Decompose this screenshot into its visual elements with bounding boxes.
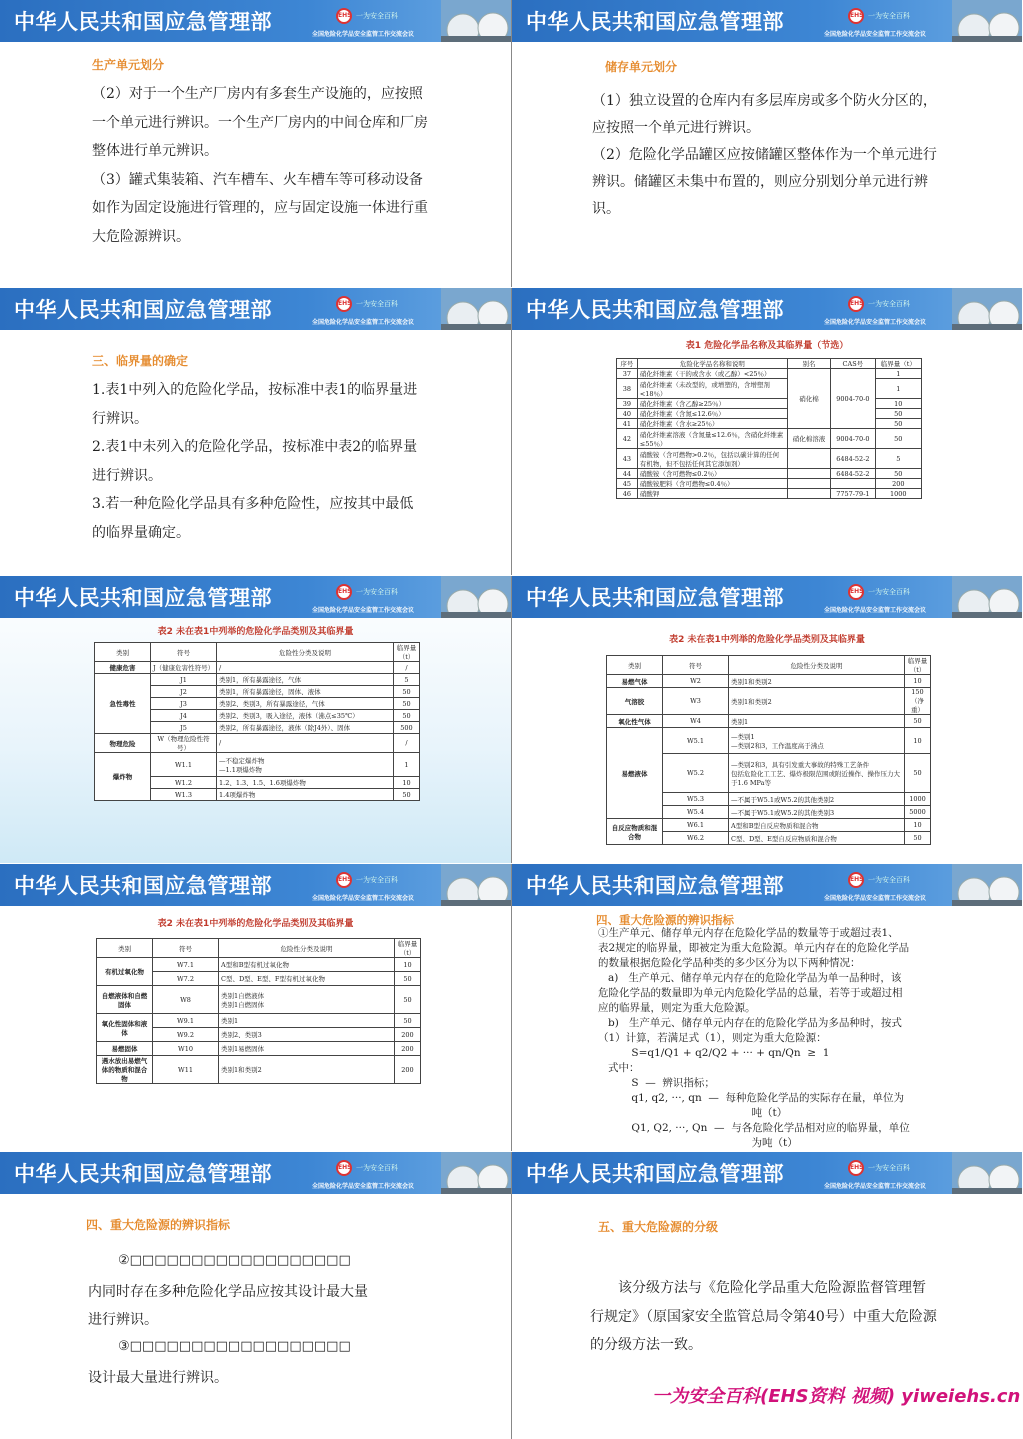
text-line: 表2规定的临界量，即被定为重大危险源。单元内存在的危险化学品: [598, 942, 910, 954]
cell-description: —类别2和3，具有引发重大事故的特殊工艺条件 包括危险化工工艺、爆炸极限范围或附近操作、操作压力大于1.6 MPa等: [729, 754, 905, 793]
cell-threshold: 50: [394, 710, 420, 722]
table-caption: 表2 未在表1中列举的危险化学品类别及其临界量: [669, 635, 865, 645]
cell-symbol: J（健康危害性符号）: [151, 662, 217, 674]
table-row: [97, 958, 421, 972]
header-title: 中华人民共和国应急管理部: [526, 586, 784, 610]
text-line: 危险化学品的数量即为单元内危险化学品的总量，若等于或超过相: [598, 987, 903, 999]
cell-symbol: W7.2: [153, 972, 219, 986]
cell-description: 类别1，所有暴露途径，固体、液体: [217, 686, 394, 698]
cell-cas: 6484-52-2: [831, 469, 875, 479]
storage-tanks-icon: [952, 864, 1022, 906]
ehs-logo: EHS: [336, 8, 352, 24]
ehs-logo: EHS: [848, 1160, 864, 1176]
storage-tanks-icon: [952, 576, 1022, 618]
cell-threshold: /: [394, 734, 420, 753]
cell-threshold: 1: [875, 369, 921, 379]
cell-description: 类别1: [729, 715, 905, 728]
cell-alias: [787, 469, 830, 479]
section-title: 四、重大危险源的辨识指标: [86, 1218, 231, 1232]
cell-category: 有机过氧化物: [97, 958, 153, 986]
cell-threshold: 50: [875, 429, 921, 449]
header-title: 中华人民共和国应急管理部: [14, 586, 272, 610]
cell-threshold: 10: [905, 819, 931, 832]
cell-no: 39: [617, 399, 638, 409]
cell-description: 1.4项爆炸物: [217, 789, 394, 801]
cell-symbol: J3: [151, 698, 217, 710]
cell-no: 42: [617, 429, 638, 449]
slide-header: [0, 0, 511, 42]
cell-alias: [787, 449, 830, 469]
logo-tagline: 一为安全百科: [356, 1164, 398, 1172]
cell-category: 急性毒性: [95, 674, 151, 734]
table-row: [617, 399, 922, 409]
cell-threshold: 50: [395, 1014, 421, 1028]
table-caption: 表1 危险化学品名称及其临界量（节选）: [685, 341, 849, 351]
table-row: [607, 715, 931, 728]
cell-no: 44: [617, 469, 638, 479]
cell-threshold: 500: [394, 722, 420, 734]
cell-threshold: 150（净重）: [905, 688, 931, 715]
slide-table1: [511, 288, 1022, 575]
cell-alias: 硝化棉: [787, 369, 830, 429]
table-header-cell: 危险性分类及说明: [729, 656, 905, 675]
cell-threshold: 5000: [905, 806, 931, 819]
cell-description: 类别1和类别2: [729, 688, 905, 715]
cell-description: —不属于W5.1或W5.2的其他类别3: [729, 806, 905, 819]
cell-category: 易燃气体: [607, 675, 663, 688]
cell-cas: 9004-70-0: [831, 369, 875, 429]
text-line: （1）计算，若满足式（1），则定为重大危险源：: [598, 1032, 827, 1044]
storage-tanks-icon: [952, 1152, 1022, 1194]
text-line: ①生产单元、储存单元内存在危险化学品的数量等于或超过表1、: [598, 927, 899, 939]
header-subtitle: 全国危险化学品安全监管工作交流会议: [824, 1183, 927, 1190]
cell-alias: [787, 489, 830, 499]
section-title: 五、重大危险源的分级: [598, 1220, 719, 1234]
table-row: [97, 1014, 421, 1028]
slide-header: [0, 1152, 511, 1194]
table-row: [617, 409, 922, 419]
cell-symbol: W2: [663, 675, 729, 688]
text-line: 吨（t）: [598, 1107, 788, 1119]
cell-threshold: 50: [905, 715, 931, 728]
cell-category: 易燃固体: [97, 1042, 153, 1056]
table-row: [617, 489, 922, 499]
cell-name: 硝化纤维素（含水≥25％）: [637, 419, 787, 429]
cell-threshold: 10: [905, 728, 931, 754]
cell-name: 硝酸钾: [637, 489, 787, 499]
cell-category: 氧化性固体和液体: [97, 1014, 153, 1042]
cell-description: 类别1易燃固体: [219, 1042, 395, 1056]
storage-tanks-icon: [441, 0, 511, 42]
cell-name: 硝化纤维素（含氮≤12.6％）: [637, 409, 787, 419]
slide-header: [0, 576, 511, 618]
cell-alias: 硝化棉溶液: [787, 429, 830, 449]
logo-tagline: 一为安全百科: [356, 300, 398, 308]
cell-symbol: W8: [153, 986, 219, 1014]
slide-header: [512, 288, 1022, 330]
cell-no: 37: [617, 369, 638, 379]
slide-table2-part1: [0, 576, 511, 863]
text-line: S=q1/Q1 + q2/Q2 + ··· + qn/Qn ≥ 1: [598, 1047, 830, 1059]
slide-header: [0, 288, 511, 330]
cell-symbol: W5.3: [663, 793, 729, 806]
cell-symbol: W11: [153, 1056, 219, 1084]
slide-header: [512, 0, 1022, 42]
cell-no: 46: [617, 489, 638, 499]
slide-paragraph: （1）独立设置的仓库内有多层库房或多个防火分区的，应按照一个单元进行辨识。 （2）危险化学品罐区应按储罐区整体作为一个单元进行辨识。储罐区未集中布置的，则应分别划分单元进行辨识。: [592, 93, 937, 217]
cell-cas: [831, 479, 875, 489]
cell-alias: [787, 479, 830, 489]
cell-category: 易燃液体: [607, 728, 663, 819]
table-row: [617, 429, 922, 449]
text-line: 式中：: [598, 1062, 640, 1074]
cell-category: 气溶胶: [607, 688, 663, 715]
cell-description: —类别1 —类别2和3，工作温度高于沸点: [729, 728, 905, 754]
cell-name: 硝化纤维素（未改型的，或增塑的，含增塑剂<18％）: [637, 379, 787, 399]
logo-tagline: 一为安全百科: [356, 588, 398, 596]
cell-symbol: W5.2: [663, 754, 729, 793]
slide-production-unit: [0, 0, 511, 287]
text-line: S — 辨识指标；: [598, 1077, 715, 1089]
ehs-logo: EHS: [848, 872, 864, 888]
section-title: 储存单元划分: [605, 60, 678, 74]
header-subtitle: 全国危险化学品安全监管工作交流会议: [824, 895, 927, 902]
cell-description: C型、D型、E型、F型有机过氧化物: [219, 972, 395, 986]
cell-symbol: W5.4: [663, 806, 729, 819]
table-header-cell: 符号: [151, 643, 217, 662]
text-line: 为吨（t）: [598, 1137, 798, 1149]
cell-symbol: W6.1: [663, 819, 729, 832]
cell-no: 38: [617, 379, 638, 399]
cell-description: 类别1，所有暴露途径，气体: [217, 674, 394, 686]
logo-tagline: 一为安全百科: [868, 876, 910, 884]
cell-symbol: W5.1: [663, 728, 729, 754]
table2-part2: [606, 655, 931, 845]
cell-description: 类别1自燃液体 类别1自燃固体: [219, 986, 395, 1014]
table2-part1: [94, 642, 420, 801]
cell-name: 硝酸铵（含可燃物≤0.2％）: [637, 469, 787, 479]
footer-watermark: 一为安全百科(EHS资料 视频) yiweiehs.cn: [652, 1386, 1021, 1407]
ehs-logo: EHS: [848, 584, 864, 600]
table-row: [95, 734, 420, 753]
slide-header: [512, 1152, 1022, 1194]
cell-description: /: [217, 662, 394, 674]
header-title: 中华人民共和国应急管理部: [14, 10, 272, 34]
ehs-logo: EHS: [848, 8, 864, 24]
section-title: 四、重大危险源的辨识指标: [596, 913, 734, 927]
cell-threshold: 10: [394, 777, 420, 789]
cell-name: 硝酸铵肥料（含可燃物≤0.4％）: [637, 479, 787, 489]
logo-tagline: 一为安全百科: [356, 876, 398, 884]
header-subtitle: 全国危险化学品安全监管工作交流会议: [824, 31, 927, 38]
table-row: [97, 986, 421, 1014]
table-header-cell: 危险性分类及说明: [217, 643, 394, 662]
table-header-cell: 类别: [607, 656, 663, 675]
ehs-logo: EHS: [848, 296, 864, 312]
cell-threshold: 200: [875, 479, 921, 489]
storage-tanks-icon: [952, 288, 1022, 330]
cell-threshold: 5: [394, 674, 420, 686]
cell-threshold: 50: [875, 409, 921, 419]
table-header-cell: 临界量（t）: [875, 359, 921, 369]
storage-tanks-icon: [441, 1152, 511, 1194]
line-2: 内同时存在多种危险化学品应按其设计最大量: [88, 1284, 368, 1300]
cell-threshold: 50: [905, 754, 931, 793]
table-row: [617, 469, 922, 479]
table-caption: 表2 未在表1中列举的危险化学品类别及其临界量: [157, 627, 354, 637]
table-row: [97, 1056, 421, 1084]
slide-header: [512, 864, 1022, 906]
logo-tagline: 一为安全百科: [868, 588, 910, 596]
cell-symbol: J5: [151, 722, 217, 734]
cell-name: 硝酸铵（含可燃物>0.2％，包括以碳计算的任何有机物，但不包括任何其它添加剂）: [637, 449, 787, 469]
cell-description: 类别2，所有暴露途径，液体（除J4外）、固体: [217, 722, 394, 734]
cell-description: 类别1和类别2: [219, 1056, 395, 1084]
line-3: 进行辨识。: [88, 1312, 158, 1328]
header-title: 中华人民共和国应急管理部: [14, 298, 272, 322]
slide-header: [0, 864, 511, 906]
logo-tagline: 一为安全百科: [868, 300, 910, 308]
table2-part3: [96, 938, 421, 1084]
cell-symbol: W10: [153, 1042, 219, 1056]
cell-threshold: 200: [395, 1056, 421, 1084]
table-row: [607, 819, 931, 832]
cell-name: 硝化纤维素（干的或含水（或乙醇）<25％）: [637, 369, 787, 379]
table-header-cell: 临界量（t）: [394, 643, 420, 662]
logo-tagline: 一为安全百科: [868, 12, 910, 20]
table-header-cell: 临界量（t）: [905, 656, 931, 675]
cell-symbol: W9.1: [153, 1014, 219, 1028]
cell-symbol: W1.3: [151, 789, 217, 801]
header-subtitle: 全国危险化学品安全监管工作交流会议: [312, 319, 415, 326]
cell-threshold: 5: [875, 449, 921, 469]
cell-symbol: W9.2: [153, 1028, 219, 1042]
cell-symbol: J2: [151, 686, 217, 698]
line-5: 设计最大量进行辨识。: [88, 1370, 228, 1386]
cell-threshold: 50: [394, 686, 420, 698]
table1: [616, 358, 922, 499]
cell-threshold: 50: [394, 789, 420, 801]
slide-table2-part3: [0, 864, 511, 1151]
cell-symbol: W7.1: [153, 958, 219, 972]
slide-identification-index-2: [0, 1152, 511, 1439]
table-header-cell: 类别: [97, 939, 153, 958]
table-row: [607, 688, 931, 715]
cell-threshold: 10: [395, 958, 421, 972]
table-row: [617, 419, 922, 429]
cell-description: —不属于W5.1或W5.2的其他类别2: [729, 793, 905, 806]
cell-description: 类别2、类别3，所有暴露途径，气体: [217, 698, 394, 710]
table-header-cell: 危险化学品名称和说明: [637, 359, 787, 369]
header-subtitle: 全国危险化学品安全监管工作交流会议: [824, 319, 927, 326]
text-line: q1, q2, ···, qn — 每种危险化学品的实际存在量，单位为: [598, 1092, 905, 1104]
table-header-cell: 临界量（t）: [395, 939, 421, 958]
header-subtitle: 全国危险化学品安全监管工作交流会议: [312, 1183, 415, 1190]
cell-symbol: W3: [663, 688, 729, 715]
cell-cas: 6484-52-2: [831, 449, 875, 469]
cell-threshold: 1: [394, 753, 420, 777]
logo-tagline: 一为安全百科: [356, 12, 398, 20]
text-line: Q1, Q2, ···, Qn — 与各危险化学品相对应的临界量，单位: [598, 1122, 910, 1134]
cell-threshold: 1000: [905, 793, 931, 806]
cell-category: 自反应物质和混合物: [607, 819, 663, 845]
storage-tanks-icon: [441, 864, 511, 906]
cell-symbol: J1: [151, 674, 217, 686]
line-1: ②□□□□□□□□□□□□□□□□□□: [118, 1253, 351, 1268]
slide-paragraph: 1.表1中列入的危险化学品，按标准中表1的临界量进行辨识。 2.表1中未列入的危险化学品，按标准中表2的临界量进行辨识。 3.若一种危险化学品具有多种危险性，应按其中最低的临界量确定。: [92, 382, 418, 541]
table-row: [95, 753, 420, 777]
header-subtitle: 全国危险化学品安全监管工作交流会议: [312, 895, 415, 902]
table-row: [617, 369, 922, 379]
slide-paragraph: 该分级方法与《危险化学品重大危险源监督管理暂行规定》（原国家安全监管总局令第40号）中重大危险源的分级方法一致。: [590, 1280, 937, 1353]
cell-cas: 7757-79-1: [831, 489, 875, 499]
table-row: [95, 662, 420, 674]
cell-threshold: 10: [905, 675, 931, 688]
cell-category: 自燃液体和自燃固体: [97, 986, 153, 1014]
header-title: 中华人民共和国应急管理部: [526, 1162, 784, 1186]
cell-description: 类别2、类别3，吸入途径，液体（沸点≤35℃）: [217, 710, 394, 722]
cell-threshold: 1: [875, 379, 921, 399]
table-row: [95, 674, 420, 686]
cell-category: 健康危害: [95, 662, 151, 674]
storage-tanks-icon: [441, 288, 511, 330]
cell-no: 45: [617, 479, 638, 489]
table-row: [607, 728, 931, 754]
cell-category: 物理危险: [95, 734, 151, 753]
logo-tagline: 一为安全百科: [868, 1164, 910, 1172]
slide-paragraph: （2）对于一个生产厂房内有多套生产设施的，应按照一个单元进行辨识。一个生产厂房内的中间仓库和厂房整体进行单元辨识。 （3）罐式集装箱、汽车槽车、火车槽车等可移动设备如作为固定设施进行管理的，应与固定设施一体进行重大危险源辨识。: [92, 86, 428, 245]
cell-no: 41: [617, 419, 638, 429]
cell-threshold: 50: [875, 469, 921, 479]
cell-no: 43: [617, 449, 638, 469]
cell-name: 硝化纤维素（含乙醇≥25％）: [637, 399, 787, 409]
table-header-cell: 类别: [95, 643, 151, 662]
header-title: 中华人民共和国应急管理部: [14, 874, 272, 898]
cell-threshold: 50: [394, 698, 420, 710]
header-title: 中华人民共和国应急管理部: [14, 1162, 272, 1186]
ehs-logo: EHS: [336, 1160, 352, 1176]
cell-cas: 9004-70-0: [831, 429, 875, 449]
table-row: [617, 479, 922, 489]
table-row: [617, 379, 922, 399]
text-line: a) 生产单元、储存单元内存在的危险化学品为单一品种时，该: [598, 972, 902, 984]
cell-threshold: 10: [875, 399, 921, 409]
table-header-cell: 符号: [153, 939, 219, 958]
storage-tanks-icon: [952, 0, 1022, 42]
slide-table2-part2: [511, 576, 1022, 863]
table-caption: 表2 未在表1中列举的危险化学品类别及其临界量: [157, 919, 354, 929]
cell-threshold: 50: [905, 832, 931, 845]
table-row: [617, 449, 922, 469]
cell-category: 遇水放出易燃气体的物质和混合物: [97, 1056, 153, 1084]
cell-threshold: /: [394, 662, 420, 674]
cell-description: 类别2、类别3: [219, 1028, 395, 1042]
cell-description: 类别1和类别2: [729, 675, 905, 688]
header-title: 中华人民共和国应急管理部: [526, 298, 784, 322]
table-header-cell: 序号: [617, 359, 638, 369]
section-title: 三、临界量的确定: [92, 354, 189, 368]
table-header-cell: 符号: [663, 656, 729, 675]
header-subtitle: 全国危险化学品安全监管工作交流会议: [312, 31, 415, 38]
cell-category: 爆炸物: [95, 753, 151, 801]
header-subtitle: 全国危险化学品安全监管工作交流会议: [824, 607, 927, 614]
cell-name: 硝化纤维素溶液（含氮量≤12.6％，含硝化纤维素≤55％）: [637, 429, 787, 449]
cell-description: /: [217, 734, 394, 753]
cell-threshold: 50: [395, 972, 421, 986]
text-line: 的数量根据危险化学品种类的多少区分为以下两种情况：: [598, 957, 861, 969]
storage-tanks-icon: [441, 576, 511, 618]
section-title: 生产单元划分: [92, 58, 165, 72]
ehs-logo: EHS: [336, 296, 352, 312]
cell-symbol: W4: [663, 715, 729, 728]
cell-threshold: 200: [395, 1028, 421, 1042]
slide-identification-index: [511, 864, 1022, 1151]
cell-symbol: W6.2: [663, 832, 729, 845]
cell-no: 40: [617, 409, 638, 419]
cell-symbol: J4: [151, 710, 217, 722]
ehs-logo: EHS: [336, 584, 352, 600]
cell-description: 类别1: [219, 1014, 395, 1028]
cell-threshold: 1000: [875, 489, 921, 499]
ehs-logo: EHS: [336, 872, 352, 888]
text-line: b) 生产单元、储存单元内存在的危险化学品为多品种时，按式: [598, 1017, 902, 1029]
text-line: 应的临界量，则定为重大危险源。: [598, 1002, 756, 1014]
table-header-cell: 别名: [787, 359, 830, 369]
slide-header: [512, 576, 1022, 618]
table-header-cell: CAS号: [831, 359, 875, 369]
cell-description: —不稳定爆炸物 —1.1项爆炸物: [217, 753, 394, 777]
cell-description: 1.2、1.3、1.5、1.6项爆炸物: [217, 777, 394, 789]
table-row: [97, 1042, 421, 1056]
slide-storage-unit: [511, 0, 1022, 287]
header-title: 中华人民共和国应急管理部: [526, 10, 784, 34]
cell-threshold: 200: [395, 1042, 421, 1056]
header-title: 中华人民共和国应急管理部: [526, 874, 784, 898]
line-4: ③□□□□□□□□□□□□□□□□□□: [118, 1339, 351, 1354]
cell-category: 氧化性气体: [607, 715, 663, 728]
cell-symbol: W（物理危险性符号）: [151, 734, 217, 753]
cell-description: C型、D型、E型自反应物质和混合物: [729, 832, 905, 845]
cell-description: A型和B型有机过氧化物: [219, 958, 395, 972]
slide-threshold: [0, 288, 511, 575]
cell-threshold: 50: [875, 419, 921, 429]
cell-symbol: W1.1: [151, 753, 217, 777]
table-header-cell: 危险性分类及说明: [219, 939, 395, 958]
table-row: [607, 675, 931, 688]
cell-description: A型和B型自反应物质和混合物: [729, 819, 905, 832]
cell-symbol: W1.2: [151, 777, 217, 789]
cell-threshold: 50: [395, 986, 421, 1014]
header-subtitle: 全国危险化学品安全监管工作交流会议: [312, 607, 415, 614]
